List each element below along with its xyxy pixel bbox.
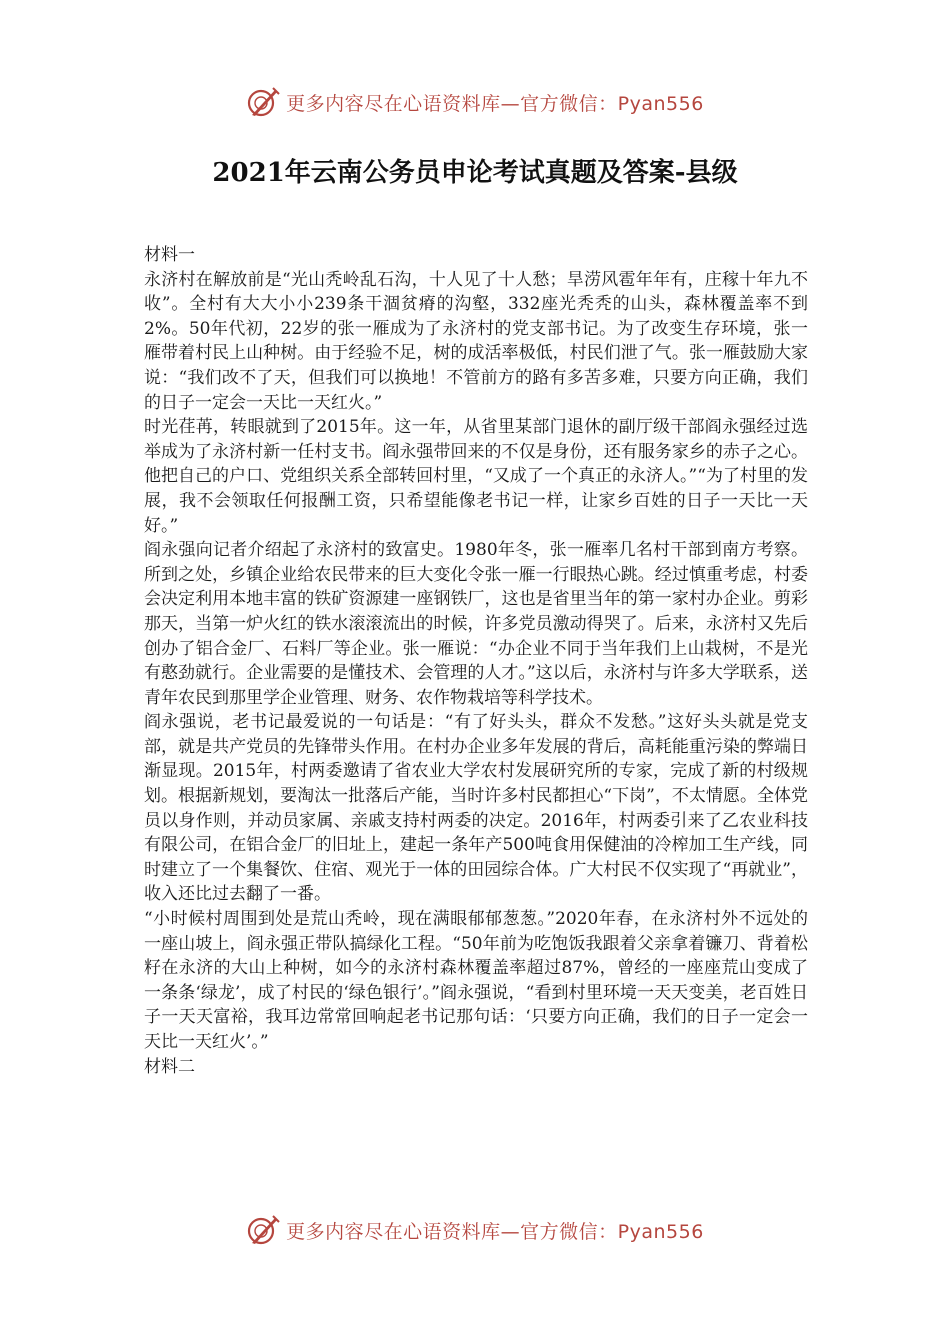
material-one-heading: 材料一 <box>144 245 195 265</box>
document-title: 2021年云南公务员申论考试真题及答案-县级 <box>212 158 738 188</box>
footer-watermark-banner <box>0 1210 950 1250</box>
pen-logo-icon <box>246 1213 280 1247</box>
document-body <box>144 243 808 1079</box>
paragraph: 时光荏苒，转眼就到了2015年。这一年，从省里某部门退休的副厅级干部阎永强经过选举成为了永济村新一任村支书。阎永强带回来的不仅是身份，还有服务家乡的赤子之心。他把自己的户口、党组织关系全部转回村里，“又成了一个真正的永济人。”“为了村里的发展，我不会领取任何报酬工资，只希望能像老书记一样，让家乡百姓的日子一天比一天好。” <box>144 417 808 536</box>
paragraph: 阎永强说，老书记最爱说的一句话是：“有了好头头，群众不发愁。”这好头头就是党支部，就是共产党员的先锋带头作用。在村办企业多年发展的背后，高耗能重污染的弊端日渐显现。2015年，村两委邀请了省农业大学农村发展研究所的专家，完成了新的村级规划。根据新规划，要淘汰一批落后产能，当时许多村民都担心“下岗”，不太情愿。全体党员以身作则，并动员家属、亲戚支持村两委的决定。2016年，村两委引来了乙农业科技有限公司，在铝合金厂的旧址上，建起一条年产500吨食用保健油的冷榨加工生产线，同时建立了一个集餐饮、住宿、观光于一体的田园综合体。广大村民不仅实现了“再就业”，收入还比过去翻了一番。 <box>144 712 808 905</box>
paragraph: 永济村在解放前是“光山秃岭乱石沟，十人见了十人愁；旱涝风雹年年有，庄稼十年九不收”。全村有大大小小239条干涸贫瘠的沟壑，332座光秃秃的山头，森林覆盖率不到2%。50年代初，22岁的张一雁成为了永济村的党支部书记。为了改变生存环境，张一雁带着村民上山种树。由于经验不足，树的成活率极低，村民们泄了气。张一雁鼓励大家说：“我们改不了天，但我们可以换地！不管前方的路有多苦多难，只要方向正确，我们的日子一定会一天比一天红火。” <box>144 269 808 413</box>
banner-text: 更多内容尽在心语资料库—官方微信：Pyan556 <box>286 92 704 115</box>
material-two-heading: 材料二 <box>144 1056 195 1077</box>
banner-text: 更多内容尽在心语资料库—官方微信：Pyan556 <box>286 1220 704 1243</box>
paragraph: “小时候村周围到处是荒山秃岭，现在满眼郁郁葱葱。”2020年春，在永济村外不远处的一座山坡上，阎永强正带队搞绿化工程。“50年前为吃饱饭我跟着父亲拿着镰刀、背着松籽在永济的大山上种树，如今的永济村森林覆盖率超过87%，曾经的一座座荒山变成了一条条‘绿龙’，成了村民的‘绿色银行’。”阎永强说，“看到村里环境一天天变美，老百姓日子一天天富裕，我耳边常常回响起老书记那句话：‘只要方向正确，我们的日子一定会一天比一天红火’。” <box>144 909 808 1052</box>
paragraph: 阎永强向记者介绍起了永济村的致富史。1980年冬，张一雁率几名村干部到南方考察。所到之处，乡镇企业给农民带来的巨大变化令张一雁一行眼热心跳。经过慎重考虑，村委会决定利用本地丰富的铁矿资源建一座钢铁厂，这也是省里当年的第一家村办企业。剪彩那天，当第一炉火红的铁水滚滚流出的时候，许多党员激动得哭了。后来，永济村又先后创办了铝合金厂、石料厂等企业。张一雁说：“办企业不同于当年我们上山栽树，不是光有憨劲就行。企业需要的是懂技术、会管理的人才。”这以后，永济村与许多大学联系，送青年农民到那里学企业管理、财务、农作物栽培等科学技术。 <box>144 540 808 708</box>
header-watermark-banner <box>0 82 950 122</box>
pen-logo-icon <box>246 85 280 119</box>
